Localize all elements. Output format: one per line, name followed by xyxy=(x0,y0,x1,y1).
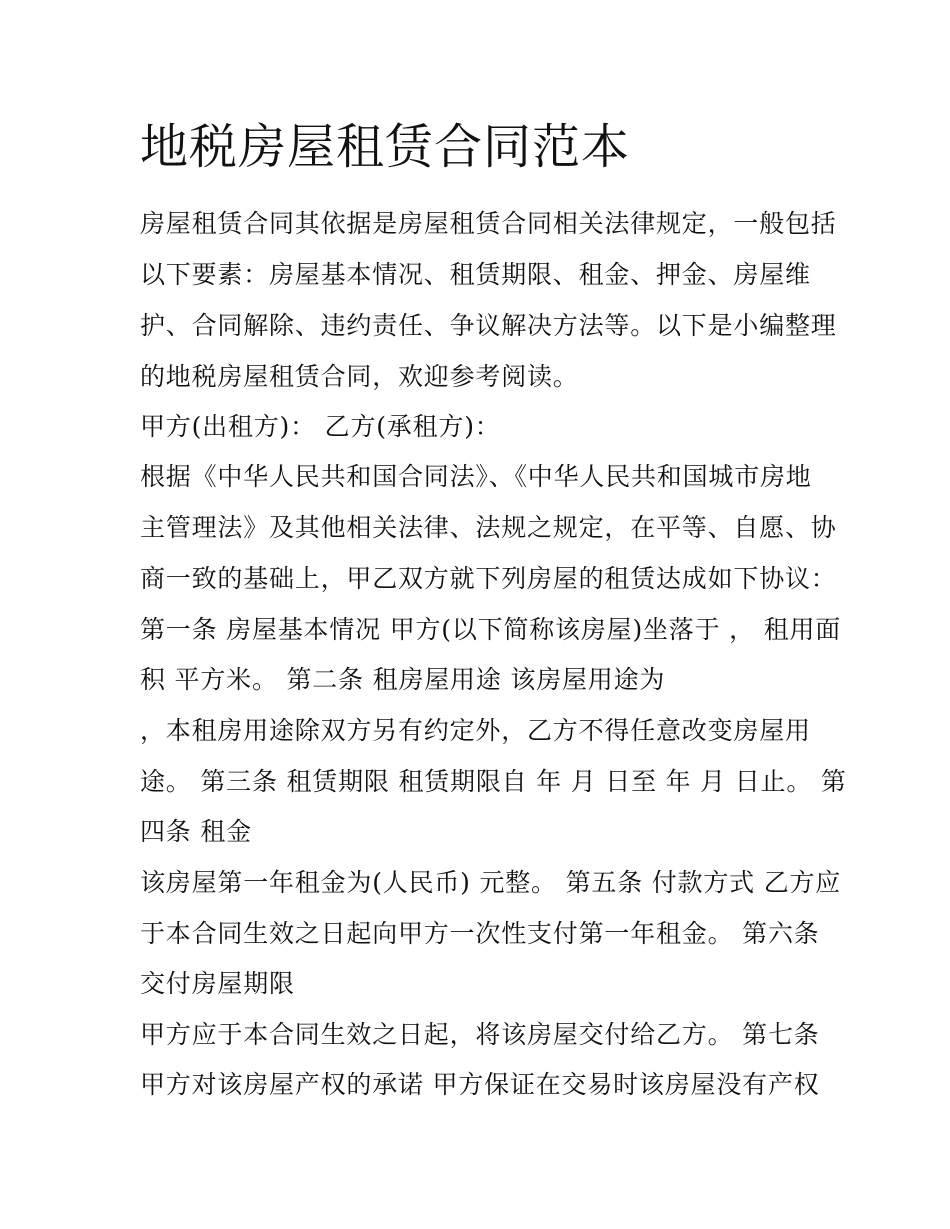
body-line-3: 护、合同解除、违约责任、争议解决方法等。以下是小编整理 xyxy=(140,311,837,340)
body-line-6: 根据《中华人民共和国合同法》、《中华人民共和国城市房地 xyxy=(140,462,812,491)
clause-line-2: 积 平方米。 第二条 租房屋用途 该房屋用途为 xyxy=(140,665,666,694)
party-line: 甲方(出租方)： 乙方(承租方)： xyxy=(140,412,501,441)
body-line-1: 房屋租赁合同其依据是房屋租赁合同相关法律规定，一般包括 xyxy=(140,209,837,238)
document-title: 地税房屋租赁合同范本 xyxy=(140,119,631,175)
clause-line-8: 交付房屋期限 xyxy=(140,969,295,998)
clause-line-9: 甲方应于本合同生效之日起，将该房屋交付给乙方。 第七条 xyxy=(140,1020,820,1049)
body-line-4: 的地税房屋租赁合同，欢迎参考阅读。 xyxy=(140,362,579,391)
clause-line-5: 四条 租金 xyxy=(140,817,252,846)
body-line-7: 主管理法》及其他相关法律、法规之规定，在平等、自愿、协 xyxy=(140,513,837,542)
clause-line-3: ，本租房用途除双方另有约定外，乙方不得任意改变房屋用 xyxy=(140,716,811,745)
clause-line-4: 途。 第三条 租赁期限 租赁期限自 年 月 日至 年 月 日止。 第 xyxy=(140,767,847,796)
body-line-8: 商一致的基础上，甲乙双方就下列房屋的租赁达成如下协议： xyxy=(140,564,837,593)
body-line-2: 以下要素：房屋基本情况、租赁期限、租金、押金、房屋维 xyxy=(140,260,811,289)
clause-line-10: 甲方对该房屋产权的承诺 甲方保证在交易时该房屋没有产权 xyxy=(140,1070,820,1099)
clause-line-6: 该房屋第一年租金为(人民币) 元整。 第五条 付款方式 乙方应 xyxy=(140,868,842,897)
clause-line-7: 于本合同生效之日起向甲方一次性支付第一年租金。 第六条 xyxy=(140,919,820,948)
clause-line-1: 第一条 房屋基本情况 甲方(以下简称该房屋)坐落于 ， 租用面 xyxy=(140,615,842,644)
